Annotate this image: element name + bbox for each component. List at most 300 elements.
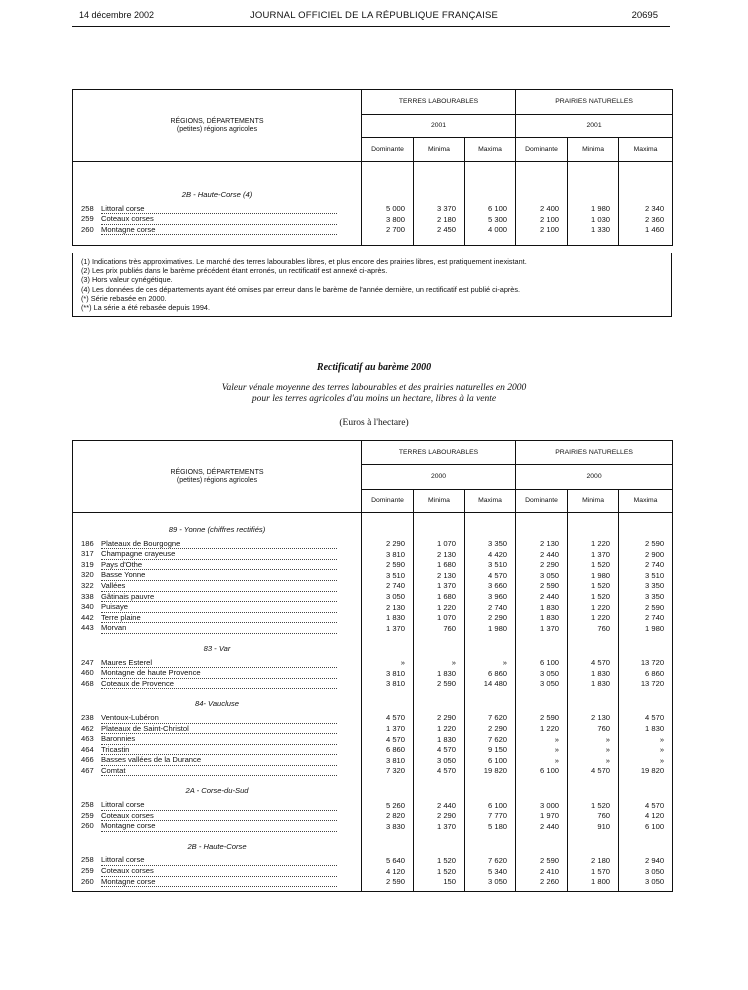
region-name: Maures Esterel	[101, 658, 337, 669]
section-empty-cell	[414, 515, 465, 539]
value-cell-6: 3 350	[619, 592, 673, 603]
region-name: Littoral corse	[101, 204, 337, 215]
row-label	[73, 658, 362, 669]
value-cell-3: »	[465, 658, 516, 669]
region-code: 443	[81, 623, 94, 633]
section-header-row	[73, 515, 673, 539]
value-cell-5: »	[568, 734, 619, 745]
value-cell-3: 6 100	[465, 800, 516, 811]
region-name: Montagne de haute Provence	[101, 668, 337, 679]
end-cell	[414, 235, 465, 246]
value-cell-2: 1 370	[414, 581, 465, 592]
value-cell-3: 7 620	[465, 734, 516, 745]
group-terres: TERRES LABOURABLES	[362, 441, 516, 465]
section-empty-cell	[414, 689, 465, 713]
section-empty-cell	[465, 689, 516, 713]
value-cell-6: 13 720	[619, 679, 673, 690]
value-cell-6: 4 570	[619, 800, 673, 811]
table-row	[73, 734, 673, 745]
section-name: 89 - Yonne (chiffres rectifiés)	[73, 515, 362, 539]
section-name: 2B - Haute-Corse	[73, 832, 362, 856]
region-code: 258	[81, 855, 94, 865]
region-code: 260	[81, 224, 94, 234]
region-name: Coteaux de Provence	[101, 679, 337, 690]
section-empty-cell	[619, 776, 673, 800]
table-row	[73, 877, 673, 888]
value-cell-4: 3 050	[516, 679, 568, 690]
value-cell-4: »	[516, 734, 568, 745]
table-row	[73, 549, 673, 560]
footnote: (4) Les données de ces départements ayant été omises par erreur dans le barème de l'année dernière, un rectificatif est publié ci-après.	[81, 284, 521, 294]
value-cell-6: »	[619, 734, 673, 745]
value-cell-2: 3 050	[414, 755, 465, 766]
region-name: Montagne corse	[101, 877, 337, 888]
section-header-row	[73, 634, 673, 658]
value-cell-4: 1 370	[516, 623, 568, 634]
region-name: Puisaye	[101, 602, 337, 613]
section-empty-cell	[362, 515, 414, 539]
value-cell-1: »	[362, 658, 414, 669]
value-cell-2: 2 590	[414, 679, 465, 690]
row-label	[73, 877, 362, 888]
value-cell-2: 760	[414, 623, 465, 634]
value-cell-3: 4 420	[465, 549, 516, 560]
value-cell-2: 1 520	[414, 855, 465, 866]
row-label	[73, 800, 362, 811]
value-cell-1: 4 570	[362, 734, 414, 745]
header-row-groups	[73, 441, 673, 465]
region-code: 259	[81, 214, 94, 224]
table-row	[73, 204, 673, 215]
value-cell-5: 4 570	[568, 658, 619, 669]
value-cell-5: 1 220	[568, 602, 619, 613]
section-name: 2A - Corse-du-Sud	[73, 776, 362, 800]
region-name: Coteaux corses	[101, 811, 337, 822]
value-cell-5: 2 180	[568, 855, 619, 866]
column-header-5: Minima	[568, 138, 619, 162]
region-code: 317	[81, 549, 94, 559]
page-date: 14 décembre 2002	[79, 10, 155, 20]
table-row	[73, 581, 673, 592]
rectificatif-title: Rectificatif au barème 2000	[316, 362, 432, 373]
section-empty-cell	[465, 832, 516, 856]
value-cell-5: 1 520	[568, 560, 619, 571]
column-header-4: Dominante	[516, 490, 568, 513]
value-cell-6: 2 740	[619, 560, 673, 571]
value-cell-4: 2 590	[516, 581, 568, 592]
table-row	[73, 766, 673, 777]
value-cell-6: 6 860	[619, 668, 673, 679]
section-name: 2B - Haute-Corse (4)	[73, 180, 362, 204]
value-cell-1: 5 640	[362, 855, 414, 866]
value-cell-3: 14 480	[465, 679, 516, 690]
row-label	[73, 821, 362, 832]
header-rule	[72, 26, 670, 27]
value-cell-4: 2 590	[516, 855, 568, 866]
table-row	[73, 745, 673, 756]
value-cell-5: 1 370	[568, 549, 619, 560]
section-empty-cell	[619, 689, 673, 713]
section-header-row	[73, 832, 673, 856]
value-cell-6: 2 590	[619, 602, 673, 613]
section-empty-cell	[465, 634, 516, 658]
value-cell-1: 6 860	[362, 745, 414, 756]
section-empty-cell	[568, 634, 619, 658]
value-cell-4: 2 260	[516, 877, 568, 888]
value-cell-6: 3 350	[619, 581, 673, 592]
value-cell-1: 2 700	[362, 225, 414, 236]
region-name: Pays d'Othe	[101, 560, 337, 571]
table-row	[73, 570, 673, 581]
value-cell-5: 760	[568, 811, 619, 822]
region-code: 442	[81, 612, 94, 622]
region-name: Terre plaine	[101, 613, 337, 624]
year-terres: 2000	[362, 465, 516, 490]
region-name: Ventoux-Lubéron	[101, 713, 337, 724]
value-cell-4: 6 100	[516, 658, 568, 669]
spacer-cell	[516, 162, 568, 181]
value-cell-2: 1 370	[414, 821, 465, 832]
value-cell-4: 2 410	[516, 866, 568, 877]
value-cell-6: 1 830	[619, 724, 673, 735]
row-label	[73, 613, 362, 624]
region-header	[73, 90, 362, 162]
value-cell-5: 1 220	[568, 539, 619, 550]
row-label	[73, 866, 362, 877]
value-cell-4: 2 590	[516, 713, 568, 724]
spacer-cell	[465, 162, 516, 181]
region-header-line-1: RÉGIONS, DÉPARTEMENTS	[170, 117, 264, 125]
end-cell	[465, 887, 516, 892]
table-row	[73, 811, 673, 822]
spacer-row	[73, 162, 673, 181]
journal-title: JOURNAL OFFICIEL DE LA RÉPUBLIQUE FRANÇAISE	[249, 10, 499, 21]
value-cell-6: 13 720	[619, 658, 673, 669]
value-cell-2: 1 680	[414, 560, 465, 571]
value-cell-4: 3 050	[516, 570, 568, 581]
region-name: Plateaux de Bourgogne	[101, 539, 337, 550]
section-empty-cell	[414, 180, 465, 204]
column-header-1: Dominante	[362, 490, 414, 513]
value-cell-3: 6 100	[465, 755, 516, 766]
region-code: 260	[81, 821, 94, 831]
value-cell-2: 1 520	[414, 866, 465, 877]
section-empty-cell	[619, 634, 673, 658]
table-row	[73, 855, 673, 866]
region-name: Coteaux corses	[101, 214, 337, 225]
region-code: 320	[81, 570, 94, 580]
value-cell-5: 1 330	[568, 225, 619, 236]
region-code: 186	[81, 538, 94, 548]
value-cell-3: 3 660	[465, 581, 516, 592]
region-code: 258	[81, 800, 94, 810]
value-cell-3: 3 960	[465, 592, 516, 603]
region-name: Plateaux de Saint-Christol	[101, 724, 337, 735]
section-empty-cell	[414, 776, 465, 800]
region-code: 460	[81, 668, 94, 678]
region-code: 238	[81, 712, 94, 722]
value-cell-2: 2 130	[414, 549, 465, 560]
value-cell-4: 2 440	[516, 549, 568, 560]
value-cell-4: 2 100	[516, 214, 568, 225]
section-empty-cell	[516, 689, 568, 713]
table-row	[73, 658, 673, 669]
row-label	[73, 549, 362, 560]
region-header-line-2: (petites) régions agricoles	[176, 476, 258, 484]
value-cell-1: 3 830	[362, 821, 414, 832]
value-cell-2: 1 830	[414, 734, 465, 745]
value-cell-3: 6 860	[465, 668, 516, 679]
value-cell-4: 6 100	[516, 766, 568, 777]
section-empty-cell	[362, 180, 414, 204]
region-name: Champagne crayeuse	[101, 549, 337, 560]
value-cell-3: 2 740	[465, 602, 516, 613]
value-cell-1: 5 000	[362, 204, 414, 215]
value-cell-4: 2 290	[516, 560, 568, 571]
value-cell-3: 3 350	[465, 539, 516, 550]
table-row	[73, 668, 673, 679]
row-label	[73, 734, 362, 745]
region-code: 467	[81, 765, 94, 775]
value-cell-3: 2 290	[465, 724, 516, 735]
column-header-3: Maxima	[465, 138, 516, 162]
table-row	[73, 866, 673, 877]
value-cell-6: 19 820	[619, 766, 673, 777]
section-name: 83 - Var	[73, 634, 362, 658]
row-label	[73, 713, 362, 724]
value-cell-6: »	[619, 755, 673, 766]
region-code: 466	[81, 755, 94, 765]
region-code: 463	[81, 734, 94, 744]
region-header	[73, 441, 362, 513]
section-empty-cell	[465, 776, 516, 800]
region-name: Tricastin	[101, 745, 337, 756]
value-cell-4: 1 970	[516, 811, 568, 822]
region-code: 462	[81, 723, 94, 733]
table-row	[73, 713, 673, 724]
value-cell-3: 5 300	[465, 214, 516, 225]
section-empty-cell	[568, 832, 619, 856]
row-label	[73, 225, 362, 236]
value-cell-2: »	[414, 658, 465, 669]
value-cell-4: 2 440	[516, 592, 568, 603]
value-cell-2: 2 440	[414, 800, 465, 811]
group-terres: TERRES LABOURABLES	[362, 90, 516, 115]
row-label	[73, 724, 362, 735]
value-cell-4: 1 830	[516, 602, 568, 613]
row-label	[73, 204, 362, 215]
end-cell	[73, 887, 362, 892]
value-cell-4: 2 130	[516, 539, 568, 550]
row-label	[73, 539, 362, 550]
section-header-row	[73, 180, 673, 204]
year-prairies: 2001	[516, 115, 673, 138]
value-cell-6: 2 940	[619, 855, 673, 866]
value-cell-5: 1 830	[568, 679, 619, 690]
value-cell-1: 2 590	[362, 877, 414, 888]
value-cell-5: 760	[568, 724, 619, 735]
value-cell-5: 760	[568, 623, 619, 634]
section-empty-cell	[619, 515, 673, 539]
value-cell-5: 1 520	[568, 581, 619, 592]
value-cell-3: 4 000	[465, 225, 516, 236]
footnote: (3) Hors valeur cynégétique.	[81, 275, 173, 285]
value-cell-6: 1 460	[619, 225, 673, 236]
end-cell	[516, 887, 568, 892]
header-row-groups	[73, 90, 673, 115]
value-cell-2: 4 570	[414, 745, 465, 756]
value-cell-4: 3 000	[516, 800, 568, 811]
column-header-6: Maxima	[619, 138, 673, 162]
value-cell-6: 2 900	[619, 549, 673, 560]
end-cell	[619, 235, 673, 246]
footnote: (*) Série rebasée en 2000.	[81, 293, 167, 303]
value-cell-1: 3 050	[362, 592, 414, 603]
section-empty-cell	[362, 776, 414, 800]
table-row	[73, 755, 673, 766]
region-name: Basse Yonne	[101, 570, 337, 581]
value-cell-1: 7 320	[362, 766, 414, 777]
region-header-line-1: RÉGIONS, DÉPARTEMENTS	[170, 468, 264, 476]
value-cell-2: 1 070	[414, 539, 465, 550]
column-header-2: Minima	[414, 138, 465, 162]
value-cell-3: 7 620	[465, 855, 516, 866]
unit-label: (Euros à l'hectare)	[339, 418, 409, 428]
value-cell-3: 9 150	[465, 745, 516, 756]
region-name: Baronnies	[101, 734, 337, 745]
value-cell-6: 4 120	[619, 811, 673, 822]
value-cell-2: 2 130	[414, 570, 465, 581]
end-cell	[465, 235, 516, 246]
value-cell-1: 3 810	[362, 668, 414, 679]
row-label	[73, 679, 362, 690]
value-cell-1: 2 820	[362, 811, 414, 822]
section-empty-cell	[516, 634, 568, 658]
value-cell-6: »	[619, 745, 673, 756]
value-cell-4: »	[516, 745, 568, 756]
value-cell-1: 1 370	[362, 724, 414, 735]
value-cell-6: 6 100	[619, 821, 673, 832]
value-cell-1: 2 740	[362, 581, 414, 592]
section-empty-cell	[619, 832, 673, 856]
row-label	[73, 560, 362, 571]
value-cell-5: 1 980	[568, 570, 619, 581]
value-cell-3: 7 620	[465, 713, 516, 724]
spacer-cell	[414, 162, 465, 181]
table-row	[73, 214, 673, 225]
section-empty-cell	[516, 776, 568, 800]
subtitle-line-2: pour les terres agricoles d'au moins un hectare, libres à la vente	[251, 394, 497, 404]
value-cell-1: 3 810	[362, 549, 414, 560]
value-cell-2: 2 290	[414, 713, 465, 724]
region-name: Littoral corse	[101, 800, 337, 811]
section-empty-cell	[362, 634, 414, 658]
value-cell-2: 150	[414, 877, 465, 888]
region-name: Comtat	[101, 766, 337, 777]
table-row	[73, 560, 673, 571]
table-2000	[72, 440, 673, 892]
row-label	[73, 745, 362, 756]
value-cell-6: 2 340	[619, 204, 673, 215]
value-cell-5: 2 130	[568, 713, 619, 724]
value-cell-1: 2 590	[362, 560, 414, 571]
year-prairies: 2000	[516, 465, 673, 490]
row-label	[73, 766, 362, 777]
value-cell-5: 1 520	[568, 800, 619, 811]
table-row	[73, 821, 673, 832]
region-code: 319	[81, 559, 94, 569]
section-empty-cell	[568, 776, 619, 800]
value-cell-3: 5 180	[465, 821, 516, 832]
region-name: Morvan	[101, 623, 337, 634]
value-cell-6: 3 510	[619, 570, 673, 581]
section-header-row	[73, 776, 673, 800]
value-cell-1: 4 570	[362, 713, 414, 724]
value-cell-6: 2 590	[619, 539, 673, 550]
value-cell-2: 1 830	[414, 668, 465, 679]
column-header-3: Maxima	[465, 490, 516, 513]
region-name: Vallées	[101, 581, 337, 592]
table-row	[73, 613, 673, 624]
value-cell-4: 2 440	[516, 821, 568, 832]
end-cell	[516, 235, 568, 246]
value-cell-5: 1 800	[568, 877, 619, 888]
value-cell-1: 3 810	[362, 755, 414, 766]
region-code: 340	[81, 602, 94, 612]
value-cell-1: 1 830	[362, 613, 414, 624]
region-code: 247	[81, 657, 94, 667]
value-cell-6: 3 050	[619, 877, 673, 888]
row-label	[73, 855, 362, 866]
value-cell-6: 2 740	[619, 613, 673, 624]
value-cell-2: 2 290	[414, 811, 465, 822]
end-cell	[73, 235, 362, 246]
year-terres: 2001	[362, 115, 516, 138]
value-cell-1: 3 800	[362, 214, 414, 225]
region-code: 322	[81, 580, 94, 590]
value-cell-2: 3 370	[414, 204, 465, 215]
value-cell-2: 2 180	[414, 214, 465, 225]
value-cell-3: 2 290	[465, 613, 516, 624]
end-cell	[362, 887, 414, 892]
value-cell-2: 4 570	[414, 766, 465, 777]
value-cell-5: 1 220	[568, 613, 619, 624]
region-code: 468	[81, 678, 94, 688]
table-row	[73, 539, 673, 550]
region-code: 464	[81, 744, 94, 754]
table-row	[73, 623, 673, 634]
end-cell	[568, 235, 619, 246]
row-label	[73, 668, 362, 679]
section-empty-cell	[568, 180, 619, 204]
table-row	[73, 602, 673, 613]
row-label	[73, 602, 362, 613]
end-cell	[362, 235, 414, 246]
section-empty-cell	[568, 689, 619, 713]
value-cell-2: 1 220	[414, 602, 465, 613]
value-cell-3: 7 770	[465, 811, 516, 822]
row-label	[73, 592, 362, 603]
value-cell-4: 2 100	[516, 225, 568, 236]
row-label	[73, 581, 362, 592]
value-cell-5: 1 570	[568, 866, 619, 877]
value-cell-3: 1 980	[465, 623, 516, 634]
value-cell-3: 6 100	[465, 204, 516, 215]
value-cell-4: 1 220	[516, 724, 568, 735]
row-label	[73, 570, 362, 581]
row-label	[73, 811, 362, 822]
value-cell-5: 1 980	[568, 204, 619, 215]
